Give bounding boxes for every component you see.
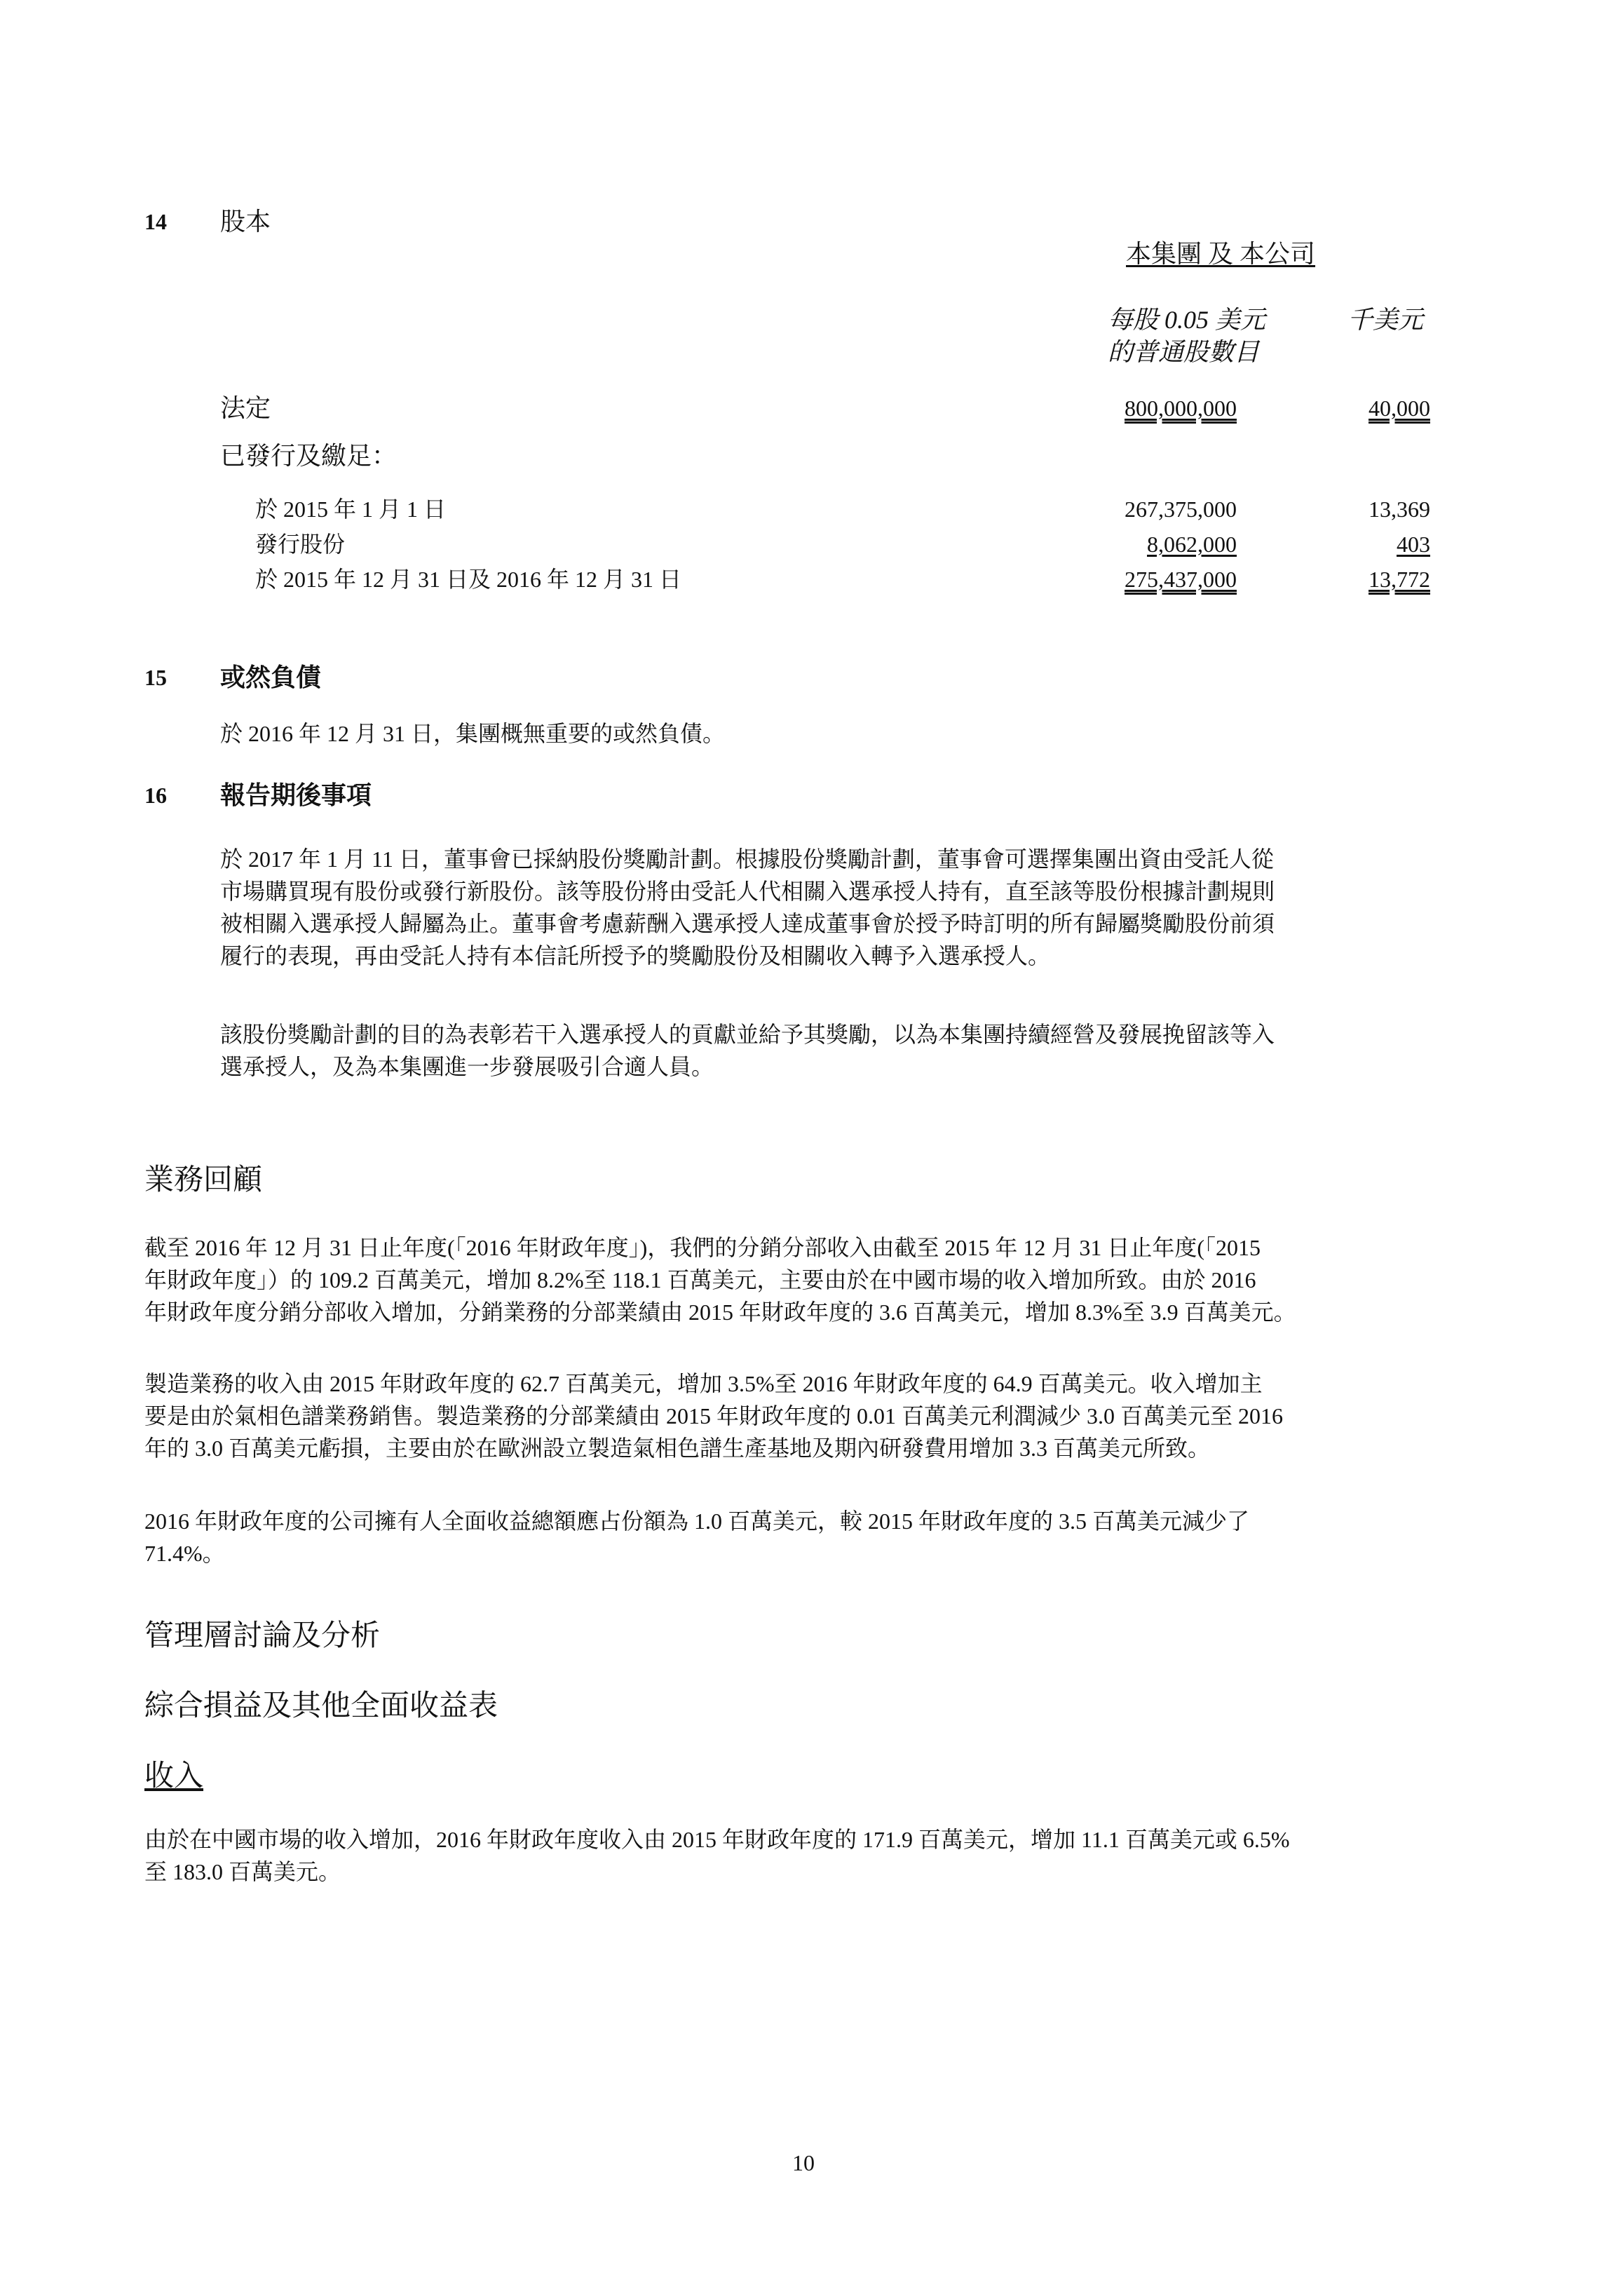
- authorised-label: 法定: [220, 394, 271, 422]
- business-review-paragraph-1: [144, 1231, 1296, 1328]
- business-review-heading: 業務回顧: [144, 1164, 263, 1196]
- shares-column-header-line1: 每股 0.05 美元: [1108, 306, 1266, 334]
- text-line: 年的 3.0 百萬美元虧損，主要由於在歐洲設立製造氣相色譜生產基地及期內研發費用增加 3.3 百萬美元所致。: [144, 1436, 1211, 1461]
- group-company-header: 本集團 及 本公司: [1126, 240, 1316, 268]
- business-review-paragraph-2: [144, 1368, 1283, 1464]
- note-16-paragraph-2: [220, 1018, 1275, 1083]
- share-row-label: 於 2015 年 1 月 1 日: [255, 497, 447, 522]
- revenue-paragraph: [144, 1823, 1289, 1888]
- text-line: 市場購買現有股份或發行新股份。該等股份將由受託人代相關入選承授人持有，直至該等股份根據計劃規則: [220, 879, 1275, 904]
- note-15-title: 或然負債: [220, 663, 322, 691]
- share-row-amount: 13,369: [1369, 497, 1430, 522]
- share-row-amount: 403: [1397, 532, 1430, 557]
- share-row-shares: 267,375,000: [1125, 497, 1237, 522]
- issued-label: 已發行及繳足：: [220, 442, 398, 470]
- revenue-heading: 收入: [144, 1760, 204, 1792]
- text-line: 要是由於氣相色譜業務銷售。製造業務的分部業績由 2015 年財政年度的 0.01 百萬美元利潤減少 3.0 百萬美元至 2016: [144, 1403, 1284, 1429]
- note-16-title: 報告期後事項: [220, 781, 372, 809]
- note-15-text: 於 2016 年 12 月 31 日，集團概無重要的或然負債。: [220, 721, 726, 746]
- share-row-label: 發行股份: [255, 532, 346, 557]
- business-review-paragraph-3: [144, 1505, 1249, 1569]
- amount-column-header: 千美元: [1347, 306, 1423, 334]
- page-number: 10: [792, 2150, 815, 2175]
- income-statement-heading: 綜合損益及其他全面收益表: [144, 1690, 498, 1722]
- text-line: 由於在中國市場的收入增加，2016 年財政年度收入由 2015 年財政年度的 171.9 百萬美元，增加 11.1 百萬美元或 6.5%: [144, 1827, 1290, 1852]
- text-line: 至 183.0 百萬美元。: [144, 1859, 341, 1884]
- text-line: 於 2017 年 1 月 11 日，董事會已採納股份獎勵計劃。根據股份獎勵計劃，董事會可選擇集團出資由受託人從: [220, 846, 1274, 872]
- authorised-shares: 800,000,000: [1125, 396, 1237, 421]
- text-line: 被相關入選承授人歸屬為止。董事會考慮薪酬入選承授人達成董事會於授予時訂明的所有歸屬獎勵股份前須: [220, 911, 1275, 936]
- text-line: 選承授人，及為本集團進一步發展吸引合適人員。: [220, 1054, 714, 1079]
- share-row-shares: 8,062,000: [1147, 532, 1237, 557]
- note-14-title: 股本: [220, 208, 271, 236]
- text-line: 履行的表現，再由受託人持有本信託所授予的獎勵股份及相關收入轉予入選承授人。: [220, 943, 1051, 968]
- share-row-amount: 13,772: [1369, 567, 1430, 592]
- text-line: 年財政年度」）的 109.2 百萬美元，增加 8.2%至 118.1 百萬美元，主要由於在中國市場的收入增加所致。由於 2016: [144, 1267, 1256, 1292]
- text-line: 截至 2016 年 12 月 31 日止年度(「2016 年財政年度」)，我們的分銷分部收入由截至 2015 年 12 月 31 日止年度(「2015: [144, 1235, 1261, 1260]
- note-14-number: 14: [144, 209, 167, 234]
- share-row-label: 於 2015 年 12 月 31 日及 2016 年 12 月 31 日: [255, 567, 682, 592]
- mdna-heading: 管理層討論及分析: [144, 1620, 381, 1652]
- note-16-number: 16: [144, 783, 167, 808]
- note-16-paragraph-1: [220, 843, 1275, 972]
- share-row-shares: 275,437,000: [1125, 567, 1237, 592]
- shares-column-header-line2: 的普通股數目: [1108, 338, 1260, 366]
- text-line: 製造業務的收入由 2015 年財政年度的 62.7 百萬美元，增加 3.5%至 2016 年財政年度的 64.9 百萬美元。收入增加主: [144, 1371, 1263, 1396]
- text-line: 年財政年度分銷分部收入增加，分銷業務的分部業績由 2015 年財政年度的 3.6 百萬美元，增加 8.3%至 3.9 百萬美元。: [144, 1299, 1296, 1325]
- text-line: 該股份獎勵計劃的目的為表彰若干入選承授人的貢獻並給予其獎勵，以為本集團持續經營及發展挽留該等入: [220, 1022, 1275, 1047]
- authorised-amount: 40,000: [1369, 396, 1430, 421]
- text-line: 2016 年財政年度的公司擁有人全面收益總額應占份額為 1.0 百萬美元，較 2015 年財政年度的 3.5 百萬美元減少了: [144, 1508, 1250, 1534]
- text-line: 71.4%。: [144, 1541, 225, 1566]
- note-15-number: 15: [144, 665, 167, 690]
